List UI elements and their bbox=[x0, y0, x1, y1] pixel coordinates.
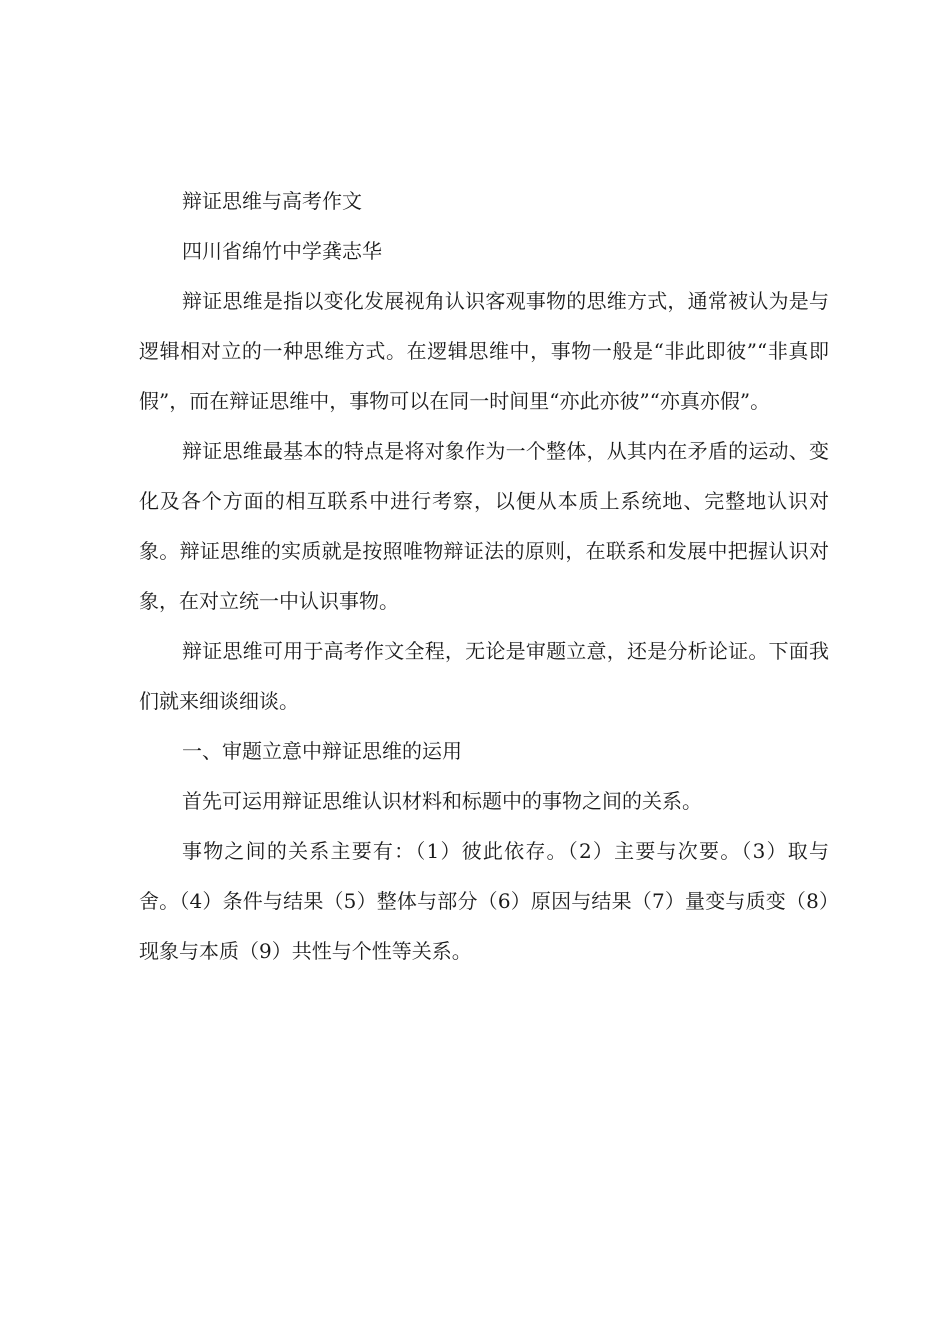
paragraph-definition: 辩证思维是指以变化发展视角认识客观事物的思维方式，通常被认为是与逻辑相对立的一种思维方式。在逻辑思维中，事物一般是“非此即彼”“非真即假”，而在辩证思维中，事物可以在同一时间里“亦此亦彼”“亦真亦假”。 bbox=[139, 289, 829, 413]
section-paragraph-intro: 首先可运用辩证思维认识材料和标题中的事物之间的关系。 bbox=[182, 789, 702, 813]
paragraph-application: 辩证思维可用于高考作文全程，无论是审题立意，还是分析论证。下面我们就来细谈细谈。 bbox=[139, 639, 829, 713]
document-title: 辩证思维与高考作文 bbox=[182, 189, 362, 213]
document-author: 四川省绵竹中学龚志华 bbox=[182, 239, 382, 263]
section-heading: 一、审题立意中辩证思维的运用 bbox=[182, 739, 462, 763]
paragraph-characteristics: 辩证思维最基本的特点是将对象作为一个整体，从其内在矛盾的运动、变化及各个方面的相互联系中进行考察，以便从本质上系统地、完整地认识对象。辩证思维的实质就是按照唯物辩证法的原则，在联系和发展中把握认识对象，在对立统一中认识事物。 bbox=[139, 439, 829, 613]
section-paragraph-relations: 事物之间的关系主要有：（1）彼此依存。（2）主要与次要。（3）取与舍。（4）条件与结果（5）整体与部分（6）原因与结果（7）量变与质变（8）现象与本质（9）共性与个性等关系。 bbox=[139, 839, 829, 963]
document-body bbox=[139, 176, 829, 976]
